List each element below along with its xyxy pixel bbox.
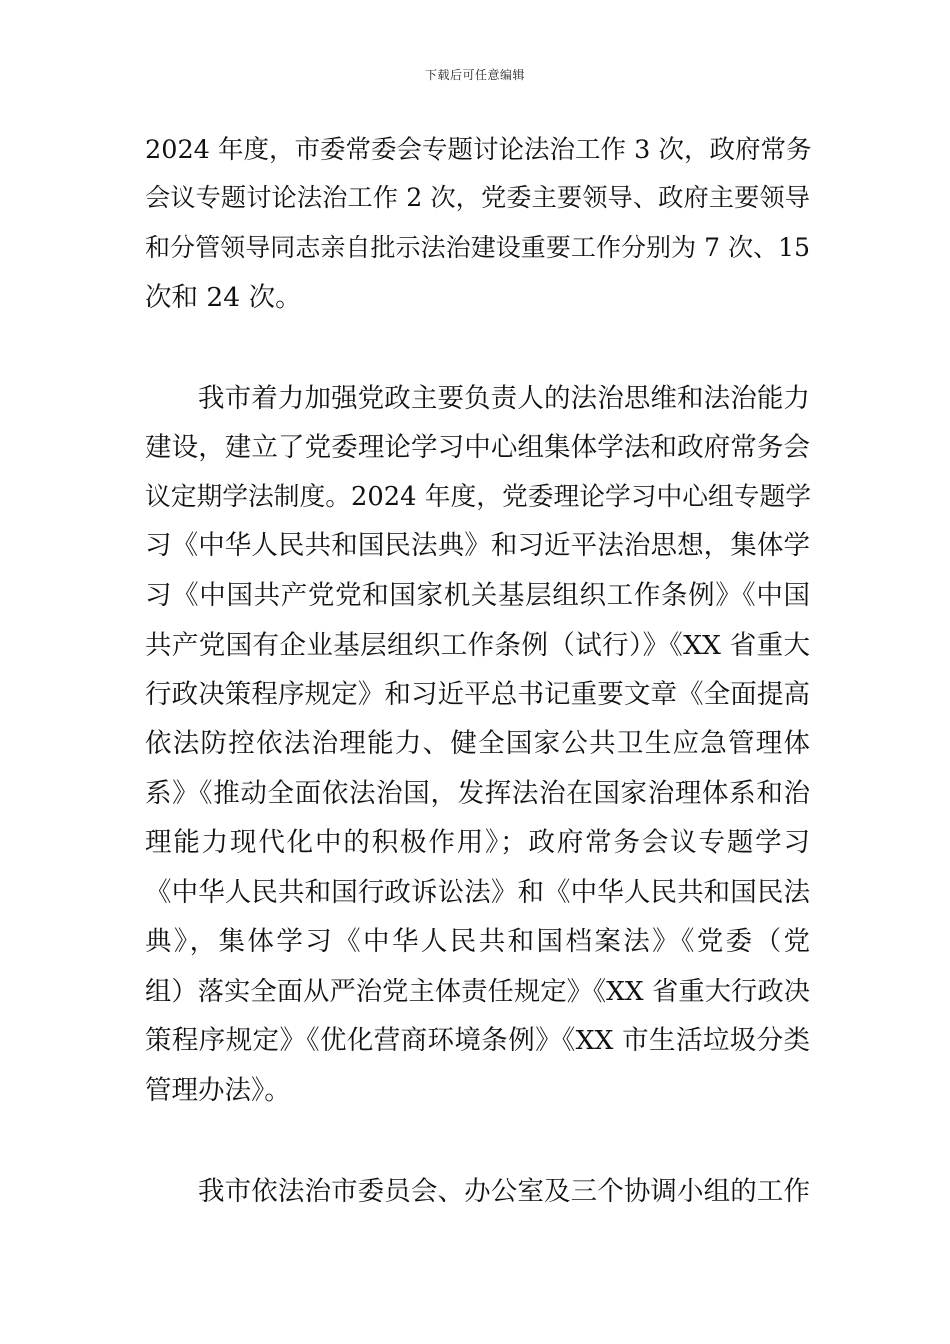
paragraph-3-line-1: 我市依法治市委员会、办公室及三个协调小组的工作 (198, 1176, 810, 1207)
paragraph-2-line-15: 管理办法》。 (145, 1075, 291, 1106)
paragraph-1-line-2: 会议专题讨论法治工作 2 次，党委主要领导、政府主要领导 (145, 183, 810, 212)
paragraph-2-line-2: 建设，建立了党委理论学习中心组集体学法和政府常务会 (145, 432, 810, 463)
paragraph-2-line-14: 策程序规定》《优化营商环境条例》《XX 市生活垃圾分类 (145, 1025, 810, 1056)
paragraph-1-line-4: 次和 24 次。 (145, 282, 302, 313)
paragraph-2-line-13: 组）落实全面从严治党主体责任规定》《XX 省重大行政决 (145, 977, 810, 1007)
paragraph-2-line-6: 共产党国有企业基层组织工作条例（试行）》《XX 省重大 (145, 630, 810, 661)
paragraph-2-line-10: 理能力现代化中的积极作用》；政府常务会议专题学习 (145, 827, 810, 858)
paragraph-2-line-12: 典》，集体学习《中华人民共和国档案法》《党委（党 (145, 926, 810, 957)
paragraph-2-line-7: 行政决策程序规定》和习近平总书记重要文章《全面提高 (145, 679, 810, 710)
paragraph-2-line-8: 依法防控依法治理能力、健全国家公共卫生应急管理体 (145, 728, 810, 759)
paragraph-2-line-11: 《中华人民共和国行政诉讼法》和《中华人民共和国民法 (145, 877, 810, 908)
paragraph-2-line-4: 习《中华人民共和国民法典》和习近平法治思想，集体学 (145, 530, 810, 561)
paragraph-2-line-1: 我市着力加强党政主要负责人的法治思维和法治能力 (198, 383, 810, 414)
paragraph-2-line-5: 习《中国共产党党和国家机关基层组织工作条例》《中国 (145, 580, 810, 611)
paragraph-2-line-3: 议定期学法制度。2024 年度，党委理论学习中心组专题学 (145, 482, 811, 512)
paragraph-1-line-1: 2024 年度，市委常委会专题讨论法治工作 3 次，政府常务 (145, 135, 812, 165)
paragraph-1-line-3: 和分管领导同志亲自批示法治建设重要工作分别为 7 次、15 (145, 233, 810, 262)
paragraph-2-line-9: 系》《推动全面依法治国，发挥法治在国家治理体系和治 (145, 778, 810, 809)
header-note: 下载后可任意编辑 (424, 68, 525, 82)
